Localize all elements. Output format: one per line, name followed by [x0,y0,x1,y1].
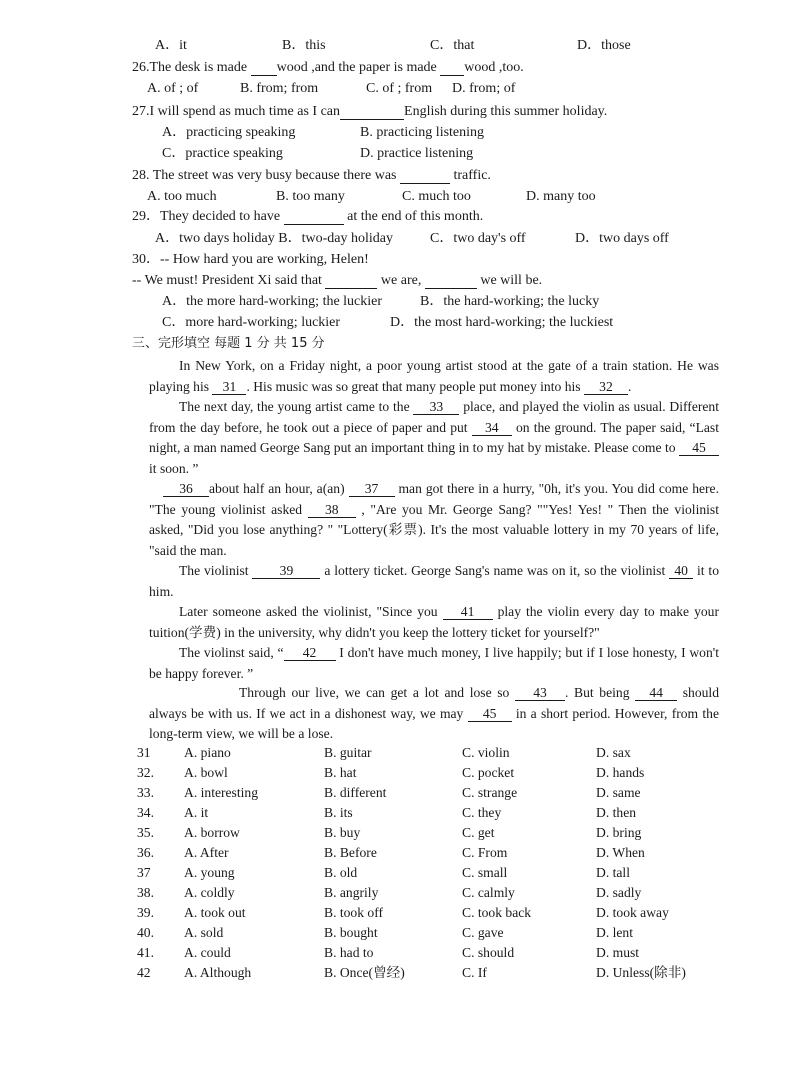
choice-number: 32. [137,765,154,780]
q25-option-a: A．it [155,38,187,53]
choice-option-b: B. its [324,805,353,820]
choice-number: 38. [137,885,154,900]
choice-option-a: A. young [184,865,235,880]
q29-blank [284,210,344,225]
q30-options-row2 [0,314,794,332]
passage-paragraph-1: In New York, on a Friday night, a poor young artist stood at the gate of a train station. He was playing his 31 . His music was so great that many people put money into his 32 . [149,358,719,394]
q28-option-a: A. too much [147,189,217,204]
q28-blank [400,169,450,184]
choice-option-c: C. they [462,805,502,820]
q27-option-a: A．practicing speaking [162,125,296,140]
choice-option-c: C. small [462,865,508,880]
q28-option-b: B. too many [276,189,345,204]
choice-option-d: D. bring [596,825,642,840]
choice-option-a: A. it [184,805,209,820]
choice-option-b: B. had to [324,945,374,960]
choice-option-d: D. sadly [596,885,642,900]
q27-option-c: C．practice speaking [162,146,283,161]
choice-option-b: B. buy [324,825,361,840]
choice-option-b: B. old [324,865,358,880]
choice-option-b: B. Before [324,845,377,860]
q28-stem: 28. The street was very busy because there was traffic. [132,168,491,183]
q26-blank-1 [251,61,277,76]
q26-option-d: D. from; of [452,81,516,96]
q29-options [0,230,794,248]
choice-option-d: D. tall [596,865,630,880]
blank-39: 39 [252,564,320,579]
q30-option-d: D．the most hard-working; the luckiest [390,315,614,330]
q26-blank-2 [440,61,464,76]
blank-43: 43 [515,686,565,701]
q26-option-a: A. of ; of [147,81,199,96]
choice-option-b: B. hat [324,765,357,780]
choice-option-c: C. should [462,945,515,960]
q28-option-c: C. much too [402,189,471,204]
blank-45: 45 [468,707,512,722]
choice-option-b: B. angrily [324,885,379,900]
q28-option-d: D. many too [526,189,596,204]
choice-option-a: A. piano [184,745,231,760]
blank-34: 34 [472,421,512,436]
passage-paragraph-5: Later someone asked the violinist, "Since you 41 play the violin every day to make your tuition(学费) in the university, why didn't you keep the lottery ticket for yourself?" [149,604,719,640]
q27-options-row1 [0,124,794,142]
q25-options [0,37,794,55]
blank-36: 36 [163,482,209,497]
choice-option-c: C. violin [462,745,510,760]
section3-heading: 三、完形填空 每题 1 分 共 15 分 [132,336,325,351]
choice-option-d: D. hands [596,765,645,780]
q30-line1: 30．-- How hard you are working, Helen! [132,252,369,267]
choice-option-d: D. When [596,845,645,860]
q26-stem: 26.The desk is made wood ,and the paper is made wood ,too. [132,60,524,75]
blank-31: 31 [212,380,246,395]
choice-option-d: D. Unless(除非) [596,965,686,980]
choice-number: 41. [137,945,154,960]
choice-option-d: D. took away [596,905,669,920]
q30-blank-2 [425,274,477,289]
choice-option-c: C. calmly [462,885,515,900]
choice-option-d: D. must [596,945,640,960]
q26-option-c: C. of ; from [366,81,433,96]
passage-paragraph-7: Through our live, we can get a lot and lose so 43 . But being 44 should always be with us. If we act in a dishonest way, we may 45 in a short period. However, from the long-term view, we will be a lose. [149,685,720,741]
choice-option-a: A. bowl [184,765,228,780]
q29-option-d: D．two days off [575,231,669,246]
choice-number: 40. [137,925,154,940]
q30-options-row1 [0,293,794,311]
choice-option-b: B. Once(曾经) [324,965,405,980]
q30-option-b: B．the hard-working; the lucky [420,294,600,309]
choice-option-b: B. guitar [324,745,372,760]
q27-options-row2 [0,145,794,163]
choice-number: 42 [137,965,151,980]
choice-number: 33. [137,785,154,800]
passage-paragraph-2: The next day, the young artist came to the 33 place, and played the violin as usual. Different from the day before, he took out a piece of paper and put 34 on the ground. The paper said, “Last night, a man named George Sang put an important thing in to my hat by mistake. Please come to 45 it soon. ” [149,399,719,476]
choice-number: 36. [137,845,154,860]
q30-option-c: C．more hard-working; luckier [162,315,341,330]
choice-option-a: A. Although [184,965,252,980]
q25-option-c: C．that [430,38,475,53]
choice-option-c: C. pocket [462,765,515,780]
q26-option-b: B. from; from [240,81,319,96]
choice-number: 35. [137,825,154,840]
choice-option-a: A. interesting [184,785,258,800]
choice-option-d: D. sax [596,745,631,760]
blank-42: 42 [284,646,336,661]
passage-paragraph-6: The violinst said, “ 42 I don't have much money, I live happily; but if I lose honesty, I won't be happy forever. ” [149,645,719,681]
blank-40: 40 [669,564,693,579]
choice-option-a: A. borrow [184,825,240,840]
blank-38: 38 [308,503,356,518]
q27-stem: 27.I will spend as much time as I can English during this summer holiday. [132,104,608,119]
q28-options [0,188,794,206]
blank-32: 32 [584,380,628,395]
choice-option-d: D. then [596,805,637,820]
choice-option-d: D. same [596,785,641,800]
q29-option-c: C．two day's off [430,231,526,246]
q30-blank-1 [325,274,377,289]
q30-option-a: A．the more hard-working; the luckier [162,294,383,309]
choice-option-c: C. strange [462,785,518,800]
choice-option-c: C. From [462,845,508,860]
choice-number: 37 [137,865,151,880]
blank-33: 33 [413,400,459,415]
choice-option-c: C. gave [462,925,504,940]
choice-option-d: D. lent [596,925,633,940]
blank-37: 37 [349,482,395,497]
choice-option-b: B. bought [324,925,378,940]
q27-blank [340,105,404,120]
q29-stem: 29．They decided to have at the end of this month. [132,209,484,224]
q29-option-ab: A．two days holiday B．two-day holiday [155,231,393,246]
q27-option-d: D. practice listening [360,146,474,161]
choice-number: 31 [137,745,151,760]
q26-options [0,80,794,98]
choice-option-c: C. took back [462,905,532,920]
choice-option-a: A. took out [184,905,246,920]
q25-option-d: D．those [577,38,631,53]
q26-number: 26. [132,60,150,75]
q30-line2: -- We must! President Xi said that we are, we will be. [132,273,543,288]
passage-paragraph-3: 36 about half an hour, a(an) 37 man got there in a hurry, "0h, it's you. You did come here. "The young violinist asked 38 , "Are you Mr. George Sang? ""Yes! Yes! " Then the violinist asked, "Did you lose anything? " "Lottery(彩票). It's the most valuable lottery in my 70 years of life, "said the man. [149,481,719,558]
choice-option-a: A. After [184,845,229,860]
choice-option-a: A. sold [184,925,224,940]
choice-number: 34. [137,805,154,820]
choice-option-c: C. If [462,965,487,980]
passage-paragraph-4: The violinist 39 a lottery ticket. George Sang's name was on it, so the violinist 40 it to him. [149,563,719,599]
choice-option-b: B. took off [324,905,384,920]
blank-41: 41 [443,605,493,620]
choice-option-a: A. coldly [184,885,235,900]
choice-option-b: B. different [324,785,387,800]
choice-option-c: C. get [462,825,495,840]
q27-option-b: B. practicing listening [360,125,485,140]
choice-number: 39. [137,905,154,920]
q25-option-b: B．this [282,38,326,53]
blank-45-ref: 45 [679,441,719,456]
blank-44: 44 [635,686,677,701]
choice-option-a: A. could [184,945,231,960]
